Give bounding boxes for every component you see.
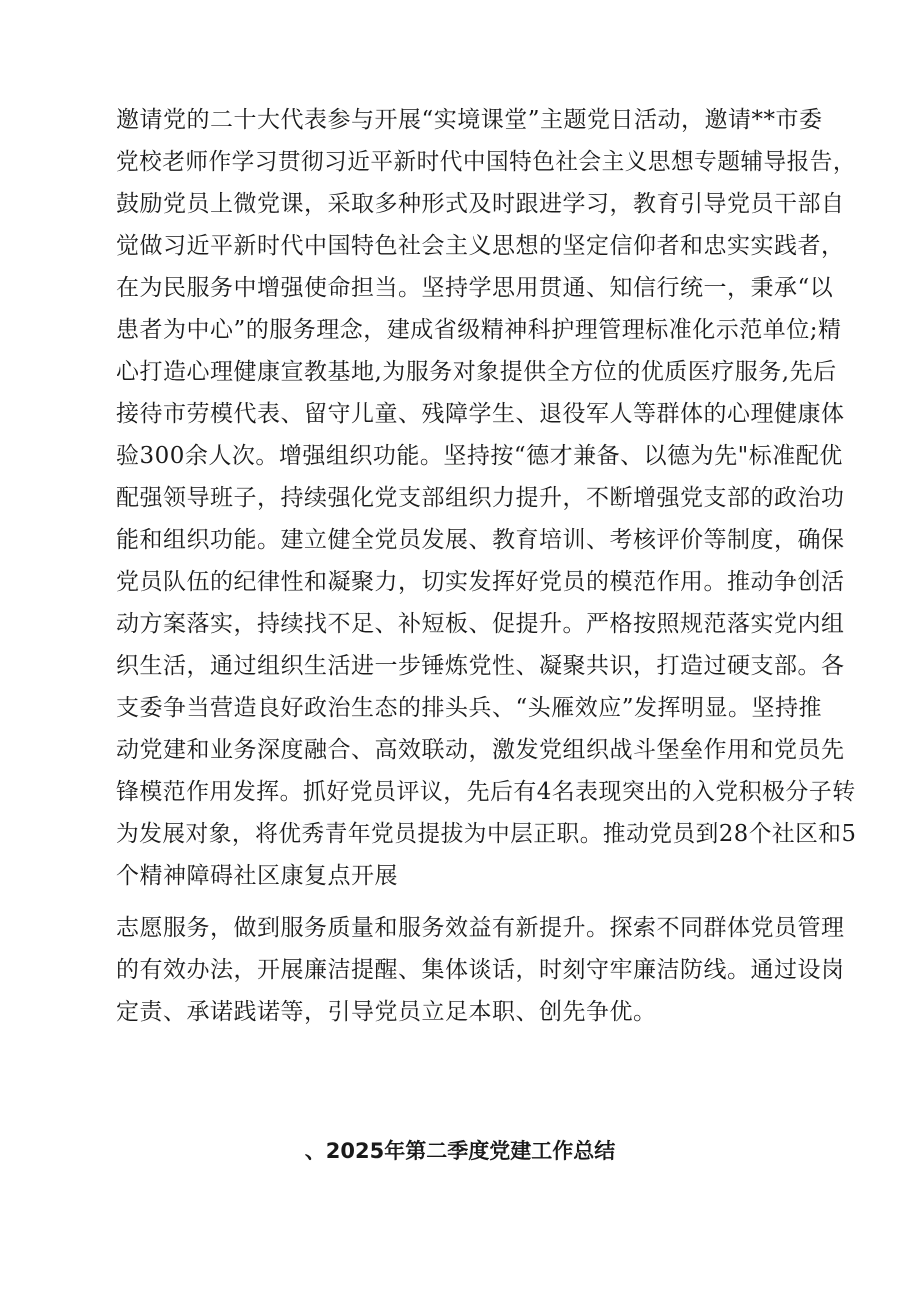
paragraph-line: 织生活，通过组织生活进一步锤炼党性、凝聚共识，打造过硬支部。各 bbox=[116, 653, 845, 679]
paragraph-line: 觉做习近平新时代中国特色社会主义思想的坚定信仰者和忠实实践者， bbox=[116, 233, 845, 259]
paragraph-line: 动方案落实，持续找不足、补短板、促提升。严格按照规范落实党内组 bbox=[116, 611, 845, 637]
paragraph-line: 心打造心理健康宣教基地,为服务对象提供全方位的优质医疗服务,先后 bbox=[116, 359, 837, 385]
paragraph-line: 邀请党的二十大代表参与开展“实境课堂”主题党日活动，邀请**市委 bbox=[116, 107, 823, 133]
paragraph-line: 个精神障碍社区康复点开展 bbox=[116, 863, 398, 889]
paragraph-line: 党校老师作学习贯彻习近平新时代中国特色社会主义思想专题辅导报告， bbox=[116, 149, 856, 175]
paragraph-line: 志愿服务，做到服务质量和服务效益有新提升。探索不同群体党员管理 bbox=[116, 915, 845, 941]
paragraph-line: 党员队伍的纪律性和凝聚力，切实发挥好党员的模范作用。推动争创活 bbox=[116, 569, 845, 595]
paragraph-line: 鼓励党员上微党课，采取多种形式及时跟进学习，教育引导党员干部自 bbox=[116, 191, 845, 217]
paragraph-line: 接待市劳模代表、留守儿童、残障学生、退役军人等群体的心理健康体 bbox=[116, 401, 845, 427]
paragraph-line: 支委争当营造良好政治生态的排头兵、“头雁效应”发挥明显。坚持推 bbox=[116, 695, 823, 721]
section-heading: 、2025年第二季度党建工作总结 bbox=[304, 1139, 616, 1163]
paragraph-line: 患者为中心”的服务理念，建成省级精神科护理管理标准化示范单位;精 bbox=[116, 317, 842, 343]
paragraph-line: 配强领导班子，持续强化党支部组织力提升，不断增强党支部的政治功 bbox=[116, 485, 845, 511]
paragraph-line: 的有效办法，开展廉洁提醒、集体谈话，时刻守牢廉洁防线。通过设岗 bbox=[116, 957, 845, 983]
paragraph-line: 在为民服务中增强使命担当。坚持学思用贯通、知信行统一，秉承“以 bbox=[116, 275, 834, 301]
paragraph-line: 为发展对象，将优秀青年党员提拔为中层正职。推动党员到28个社区和5 bbox=[116, 821, 857, 847]
paragraph-line: 验300余人次。增强组织功能。坚持按“德才兼备、以德为先"标准配优 bbox=[116, 443, 843, 469]
paragraph-line: 定责、承诺践诺等，引导党员立足本职、创先争优。 bbox=[116, 999, 657, 1025]
paragraph-line: 锋模范作用发挥。抓好党员评议，先后有4名表现突出的入党积极分子转 bbox=[116, 779, 856, 805]
paragraph-line: 动党建和业务深度融合、高效联动，激发党组织战斗堡垒作用和党员先 bbox=[116, 737, 845, 763]
paragraph-line: 能和组织功能。建立健全党员发展、教育培训、考核评价等制度，确保 bbox=[116, 527, 845, 553]
